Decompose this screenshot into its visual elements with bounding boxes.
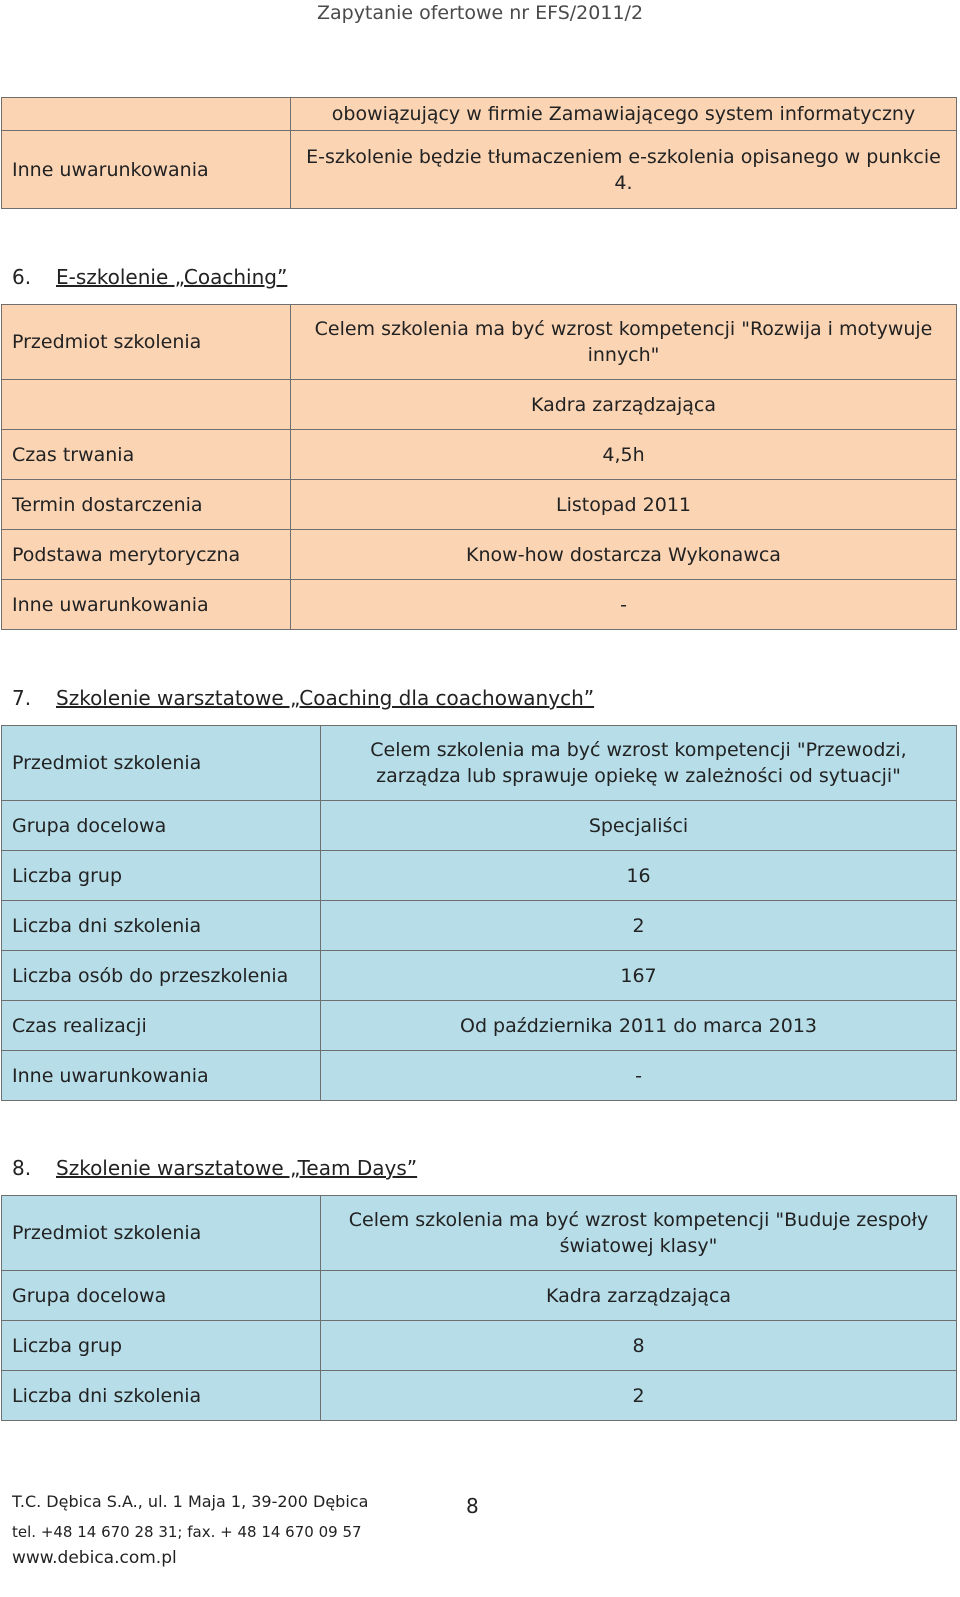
table-row — [2, 380, 957, 430]
row-value: Celem szkolenia ma być wzrost kompetencji "Rozwija i motywuje innych" — [291, 305, 957, 380]
row-label: Liczba grup — [2, 851, 321, 901]
table-row — [2, 1001, 957, 1051]
table-row — [2, 530, 957, 580]
table-row — [2, 1321, 957, 1371]
table-row — [2, 430, 957, 480]
section-number: 6. — [12, 265, 32, 289]
table-row — [2, 1196, 957, 1271]
row-value: - — [291, 580, 957, 630]
section-title: E-szkolenie „Coaching” — [56, 265, 288, 289]
footer-address: T.C. Dębica S.A., ul. 1 Maja 1, 39-200 Dębica — [12, 1492, 369, 1511]
section8-heading — [12, 1156, 417, 1180]
table-row — [2, 801, 957, 851]
row-label — [2, 98, 291, 131]
table-row — [2, 951, 957, 1001]
row-label: Czas trwania — [2, 430, 291, 480]
row-label: Inne uwarunkowania — [2, 131, 291, 209]
section6-heading — [12, 265, 287, 289]
row-label: Przedmiot szkolenia — [2, 726, 321, 801]
table-row — [2, 580, 957, 630]
row-label: Liczba osób do przeszkolenia — [2, 951, 321, 1001]
section-title: Szkolenie warsztatowe „Team Days” — [56, 1156, 418, 1180]
section-title: Szkolenie warsztatowe „Coaching dla coachowanych” — [56, 686, 595, 710]
section5-table-tail — [1, 97, 957, 209]
table-row — [2, 1371, 957, 1421]
row-label: Liczba grup — [2, 1321, 321, 1371]
row-label: Grupa docelowa — [2, 801, 321, 851]
row-value: 2 — [321, 1371, 957, 1421]
row-value: 4,5h — [291, 430, 957, 480]
row-label: Grupa docelowa — [2, 1271, 321, 1321]
row-value: E-szkolenie będzie tłumaczeniem e-szkolenia opisanego w punkcie 4. — [291, 131, 957, 209]
footer-website: www.debica.com.pl — [12, 1548, 177, 1568]
row-label: Liczba dni szkolenia — [2, 901, 321, 951]
row-label: Inne uwarunkowania — [2, 1051, 321, 1101]
row-label: Inne uwarunkowania — [2, 580, 291, 630]
page-header-title: Zapytanie ofertowe nr EFS/2011/2 — [316, 2, 644, 24]
section-number: 8. — [12, 1156, 32, 1180]
row-value: Specjaliści — [321, 801, 957, 851]
table-row — [2, 1271, 957, 1321]
row-value: Listopad 2011 — [291, 480, 957, 530]
section-number: 7. — [12, 686, 32, 710]
row-label: Liczba dni szkolenia — [2, 1371, 321, 1421]
row-value: 2 — [321, 901, 957, 951]
table-row — [2, 305, 957, 380]
row-value: Celem szkolenia ma być wzrost kompetencji "Buduje zespoły światowej klasy" — [321, 1196, 957, 1271]
section6-table — [1, 304, 957, 630]
row-label: Przedmiot szkolenia — [2, 305, 291, 380]
footer-phone: tel. +48 14 670 28 31; fax. + 48 14 670 09 57 — [12, 1523, 362, 1541]
row-label: Podstawa merytoryczna — [2, 530, 291, 580]
table-row — [2, 98, 957, 131]
table-row — [2, 1051, 957, 1101]
row-label: Przedmiot szkolenia — [2, 1196, 321, 1271]
row-value: Kadra zarządzająca — [291, 380, 957, 430]
row-value: Know-how dostarcza Wykonawca — [291, 530, 957, 580]
row-value: - — [321, 1051, 957, 1101]
row-label: Termin dostarczenia — [2, 480, 291, 530]
table-row — [2, 480, 957, 530]
table-row — [2, 131, 957, 209]
section7-heading — [12, 686, 594, 710]
row-value: Celem szkolenia ma być wzrost kompetencji "Przewodzi, zarządza lub sprawuje opiekę w zależności od sytuacji" — [321, 726, 957, 801]
table-row — [2, 901, 957, 951]
section7-table — [1, 725, 957, 1101]
row-value: Kadra zarządzająca — [321, 1271, 957, 1321]
row-value: 8 — [321, 1321, 957, 1371]
row-label: Czas realizacji — [2, 1001, 321, 1051]
row-value: 16 — [321, 851, 957, 901]
table-row — [2, 726, 957, 801]
section8-table — [1, 1195, 957, 1421]
row-label — [2, 380, 291, 430]
row-value: Od października 2011 do marca 2013 — [321, 1001, 957, 1051]
table-row — [2, 851, 957, 901]
page-number: 8 — [466, 1494, 479, 1518]
row-value: obowiązujący w firmie Zamawiającego system informatyczny — [291, 98, 957, 131]
row-value: 167 — [321, 951, 957, 1001]
